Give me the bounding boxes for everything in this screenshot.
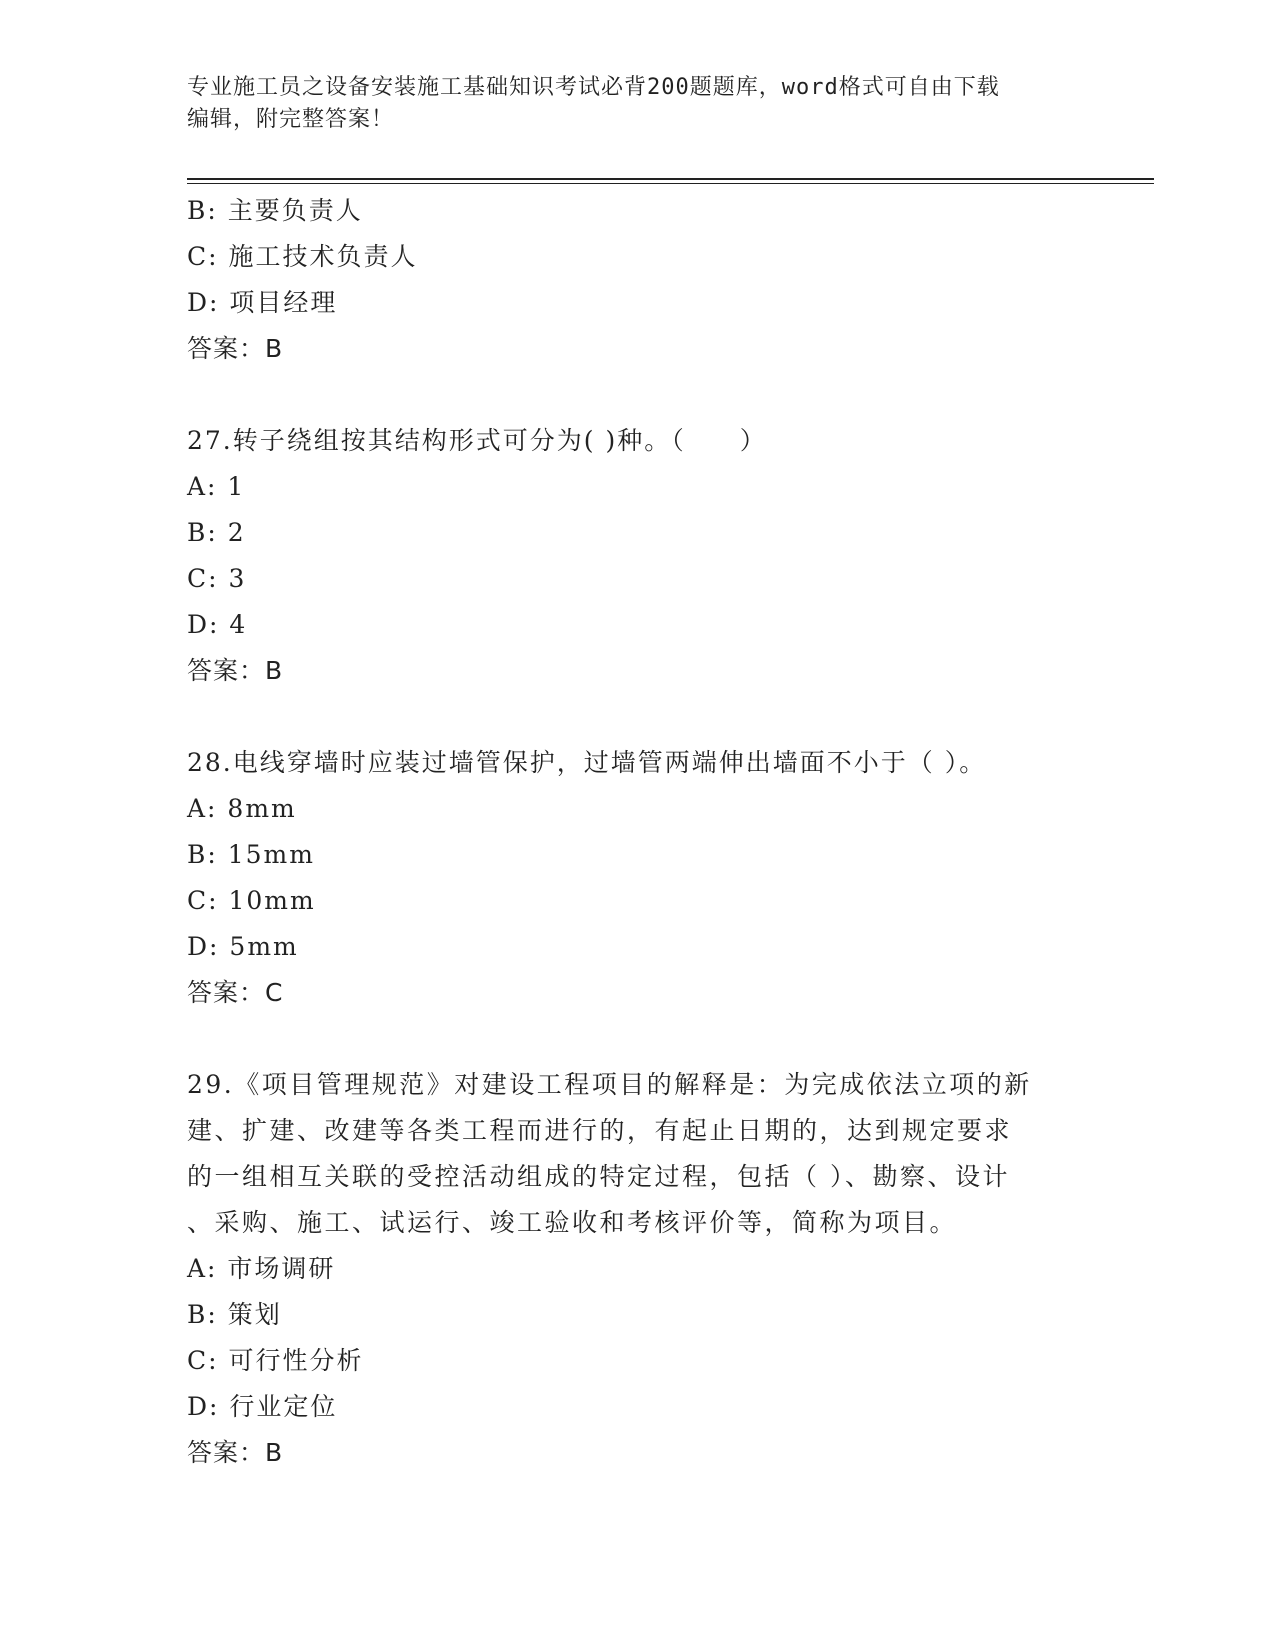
option-d: D: 5mm xyxy=(187,932,299,961)
option-a: A: 市场调研 xyxy=(187,1254,336,1283)
answer-label: 答案：B xyxy=(187,656,284,685)
option-d: D: 项目经理 xyxy=(187,288,338,317)
spacer xyxy=(187,694,1087,740)
question-text-line: 的一组相互关联的受控活动组成的特定过程，包括（ ）、勘察、设计 xyxy=(187,1162,1010,1191)
option-c: C: 可行性分析 xyxy=(187,1346,364,1375)
option-a: A: 1 xyxy=(187,472,246,501)
header-divider-thick xyxy=(187,178,1154,180)
question-list xyxy=(187,188,1087,1476)
document-header xyxy=(187,72,1087,136)
answer-label: 答案：C xyxy=(187,978,284,1007)
answer-label: 答案：B xyxy=(187,334,284,363)
question-27 xyxy=(187,418,1087,694)
header-divider-thin xyxy=(187,183,1154,184)
question-text-line: 29.《项目管理规范》对建设工程项目的解释是：为完成依法立项的新 xyxy=(187,1070,1032,1099)
question-text: 28.电线穿墙时应装过墙管保护，过墙管两端伸出墙面不小于（ ）。 xyxy=(187,748,987,777)
option-c: C: 10mm xyxy=(187,886,316,915)
option-b: B: 2 xyxy=(187,518,246,547)
question-text-line: 建、扩建、改建等各类工程而进行的，有起止日期的，达到规定要求 xyxy=(187,1116,1013,1145)
question-text-line: 、采购、施工、试运行、竣工验收和考核评价等，简称为项目。 xyxy=(187,1208,958,1237)
question-28 xyxy=(187,740,1087,1016)
question-26-tail xyxy=(187,188,1087,372)
question-text xyxy=(187,1062,1067,1246)
option-b: B: 主要负责人 xyxy=(187,196,363,225)
answer-label: 答案：B xyxy=(187,1438,284,1467)
question-29 xyxy=(187,1062,1087,1476)
question-text: 27.转子绕组按其结构形式可分为( )种。（ ） xyxy=(187,426,767,455)
spacer xyxy=(187,372,1087,418)
header-title-line-1: 专业施工员之设备安装施工基础知识考试必背200题题库，word格式可自由下载 xyxy=(187,75,1000,100)
option-c: C: 施工技术负责人 xyxy=(187,242,418,271)
spacer xyxy=(187,1016,1087,1062)
option-c: C: 3 xyxy=(187,564,247,593)
option-d: D: 行业定位 xyxy=(187,1392,338,1421)
option-a: A: 8mm xyxy=(187,794,297,823)
option-d: D: 4 xyxy=(187,610,248,639)
header-title-line-2: 编辑，附完整答案！ xyxy=(187,107,395,132)
option-b: B: 策划 xyxy=(187,1300,282,1329)
option-b: B: 15mm xyxy=(187,840,315,869)
